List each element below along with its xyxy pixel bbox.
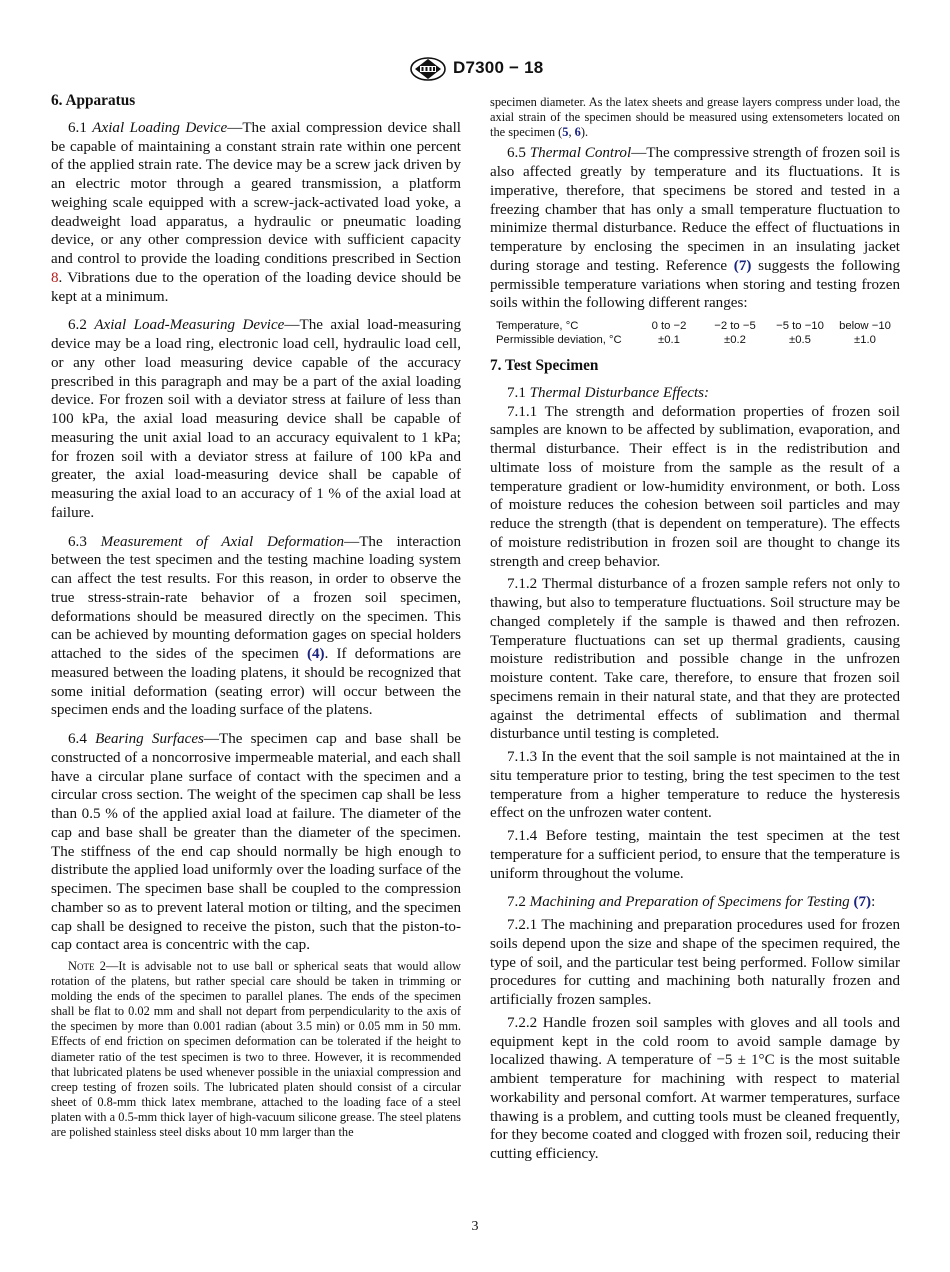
paragraph-7-2-title: Machining and Preparation of Specimens for Testing xyxy=(529,894,850,911)
paragraph-6-2: 6.2 Axial Load-Measuring Device—The axial load-measuring device may be a load ring, electronic load cell, hydraulic load cell, or any other load measuring device capable of the accuracy prescribed in this paragraph and may be a part of the axial loading device. For frozen soil with a deviator stress at failure of less than 100 kPa, the axial load measuring device shall be capable of measuring the unit axial load to an accuracy equivalent to 1 kPa; for frozen soil with a deviator stress at failure of 100 kPa and greater, the axial load-measuring device shall be capable of measuring the axial load to an accuracy of 1 % of the axial load at failure. xyxy=(51,317,462,521)
note-2-continuation: specimen diameter. As the latex sheets and grease layers compress under load, the axial strain of the specimen should be measured using extensometers located on the specimen (5, 6). xyxy=(490,95,900,140)
paragraph-7-1-title: Thermal Disturbance Effects: xyxy=(529,384,710,401)
page-header xyxy=(0,57,950,81)
table-cell: −5 to −10 xyxy=(776,320,824,333)
paragraph-6-3: 6.3 Measurement of Axial Deformation—The interaction between the test specimen and the testing machine loading system can affect the test results. For this reason, in order to observe the true stress-strain-rate behavior of a frozen soil specimen, deformations should be measured directly on the specimen. This can be achieved by mounting deformation gages on special holders attached to the sides of the specimen (4). If deformations are measured between the loading platens, it should be recognized that some initial deformation (seating error) will occur between the specimen ends and the loading surface of the platens. xyxy=(51,533,462,719)
note-2-label: Note 2 xyxy=(68,959,106,973)
page-number: 3 xyxy=(471,1219,479,1234)
paragraph-7-1-2: 7.1.2 Thermal disturbance of a frozen sample refers not only to thawing, but also to temperature fluctuations. Soil structure may be changed completely if the sample is thawed and then refrozen. Temperature fluctuations can set up thermal gradients, causing moisture redistribution and possible change in the unfrozen moisture content. Take care, therefore, to ensure that frozen soil specimens remain in their natural state, and that they are protected against the detrimental effects of sublimation and thermal disturbance until testing is completed. xyxy=(490,576,900,743)
paragraph-7-1-4: 7.1.4 Before testing, maintain the test specimen at the test temperature for a sufficient period, to ensure that the temperature is uniform throughout the volume. xyxy=(490,828,900,882)
reference-7-link[interactable]: (7) xyxy=(733,257,752,274)
table-cell: ±0.1 xyxy=(658,333,680,346)
paragraph-7-2-2: 7.2.2 Handle frozen soil samples with gloves and all tools and equipment kept in the cold room to avoid sample damage by localized thawing. A temperature of −5 ± 1°C is the most suitable ambient temperature for machining with respect to material workability and personal comfort. At warmer temperatures, surface thawing is a problem, and cutting tools must be cleaned frequently, for they become coated and clogged with frozen soil, reducing their cutting efficiency. xyxy=(490,1014,900,1163)
paragraph-6-1-title: Axial Loading Device xyxy=(92,119,228,136)
reference-6-link[interactable]: 6 xyxy=(574,125,581,140)
reference-5-link[interactable]: 5 xyxy=(562,125,569,140)
note-2: Note 2—It is advisable not to use ball or spherical seats that would allow rotation of the platens, but rather special care should be taken in trimming or molding the ends of the specimen to parallel planes. The ends of the specimen shall be flat to 0.02 mm and shall not depart from perpendicularity to the axis of the specimen by more than 0.001 radian (about 3.5 min) or 0.05 mm in 50 mm. Effects of end friction on specimen deformation can be tolerated if the height to diameter ratio of the test specimen is two to three. However, it is recommended that lubricated platens be used whenever possible in the uniaxial compression and creep testing of frozen soils. The lubricated platen should consist of a circular sheet of 0.8-mm thick latex membrane, attached to the loading face of a steel platen with a 0.5-mm thick layer of high-vacuum silicone grease. The steel platens are polished stainless steel disks about 10 mm larger than the xyxy=(51,959,461,1140)
table-cell: −2 to −5 xyxy=(714,320,756,333)
paragraph-6-4-title: Bearing Surfaces xyxy=(95,731,204,747)
paragraph-7-2: 7.2 Machining and Preparation of Specimens for Testing (7): xyxy=(507,894,876,911)
table-row-label: Permissible deviation, °C xyxy=(496,333,622,346)
paragraph-6-2-title: Axial Load-Measuring Device xyxy=(94,317,285,334)
paragraph-6-1: 6.1 Axial Loading Device—The axial compression device shall be capable of maintaining a constant strain rate within one percent of the applied strain rate. The device may be a screw jack driven by an electric motor through a geared transmission, a platform weighing scale equipped with a screw-jack-activated load yoke, a deadweight load apparatus, a hydraulic or pneumatic loading device, or any other compression device with sufficient capacity and control to provide the loading conditions prescribed in Section 8. Vibrations due to the operation of the loading device should be kept at a minimum. xyxy=(51,119,461,305)
section-7-heading: 7. Test Specimen xyxy=(490,357,599,375)
section-8-link[interactable]: 8 xyxy=(51,269,59,286)
table-cell: ±1.0 xyxy=(854,333,876,346)
left-column xyxy=(51,92,461,1140)
section-6-heading: 6. Apparatus xyxy=(51,92,136,109)
paragraph-6-3-title: Measurement of Axial Deformation xyxy=(100,533,345,550)
table-cell: ±0.2 xyxy=(724,333,746,346)
table-row xyxy=(496,320,898,334)
paragraph-7-2-1: 7.2.1 The machining and preparation procedures used for frozen soils depend upon the size and shape of the specimen required, the type of soil, and the particular test being performed. Follow similar procedures for cutting and machining both naturally frozen and artificially frozen samples. xyxy=(490,917,900,1009)
paragraph-7-1-3: 7.1.3 In the event that the soil sample is not maintained at the in situ temperature prior to testing, bring the test specimen to the test temperature from a higher temperature to reduce the hysteresis effect on the unfrozen water content. xyxy=(490,749,900,822)
table-cell: ±0.5 xyxy=(789,333,811,346)
astm-logo-icon xyxy=(409,57,447,81)
reference-7-link-2[interactable]: (7) xyxy=(853,894,872,911)
paragraph-6-4: 6.4 Bearing Surfaces—The specimen cap and base shall be constructed of a noncorrosive impermeable material, and each shall have a circular plane surface of contact with the specimen and a circular cross section. The weight of the specimen cap shall be less than 0.5 % of the applied axial load at failure. The diameter of the cap and base shall be greater than the diameter of the specimen. The stiffness of the end cap should normally be high enough to distribute the applied load uniformly over the loading surface of the specimen. The specimen base shall be coupled to the compression chamber so as to prevent lateral motion or tilting, and the specimen cap shall be designed to receive the piston, such that the piston-to-cap contact area is concentric with the cap. xyxy=(51,731,461,954)
document-id: D7300 − 18 xyxy=(453,58,544,77)
right-column xyxy=(490,95,900,1164)
table-row xyxy=(496,334,898,348)
paragraph-6-5-title: Thermal Control xyxy=(529,145,632,162)
paragraph-7-1: 7.1 Thermal Disturbance Effects: xyxy=(507,384,710,401)
paragraph-6-5: 6.5 Thermal Control—The compressive strength of frozen soil is also affected greatly by temperature and its fluctuations. It is imperative, therefore, that specimens be stored and tested in a freezing chamber that has only a small temperature fluctuation to minimize thermal disturbance. Reduce the effect of fluctuations in temperature by enclosing the specimen in an insulating jacket during storage and testing. Reference (7) suggests the following permissible temperature variations when storing and testing frozen soils within the following different ranges: xyxy=(490,145,900,312)
temperature-deviation-table xyxy=(496,320,898,347)
paragraph-7-1-1: 7.1.1 The strength and deformation properties of frozen soil samples are known to be affected by sublimation, evaporation, and thermal disturbance. Their effect is in the redistribution and ultimate loss of moisture from the sample as the result of a temperature gradient or low-humidity environment, or both. Loss of moisture reduces the cohesion between soil particles and may reduce the strength (that is dependent on temperature). The effects of moisture redistribution in frozen soil are thought to change its strength and creep behavior. xyxy=(490,403,900,570)
table-row-label: Temperature, °C xyxy=(496,320,579,333)
reference-4-link[interactable]: (4) xyxy=(306,646,325,662)
table-cell: below −10 xyxy=(839,320,891,333)
table-cell: 0 to −2 xyxy=(651,320,687,333)
